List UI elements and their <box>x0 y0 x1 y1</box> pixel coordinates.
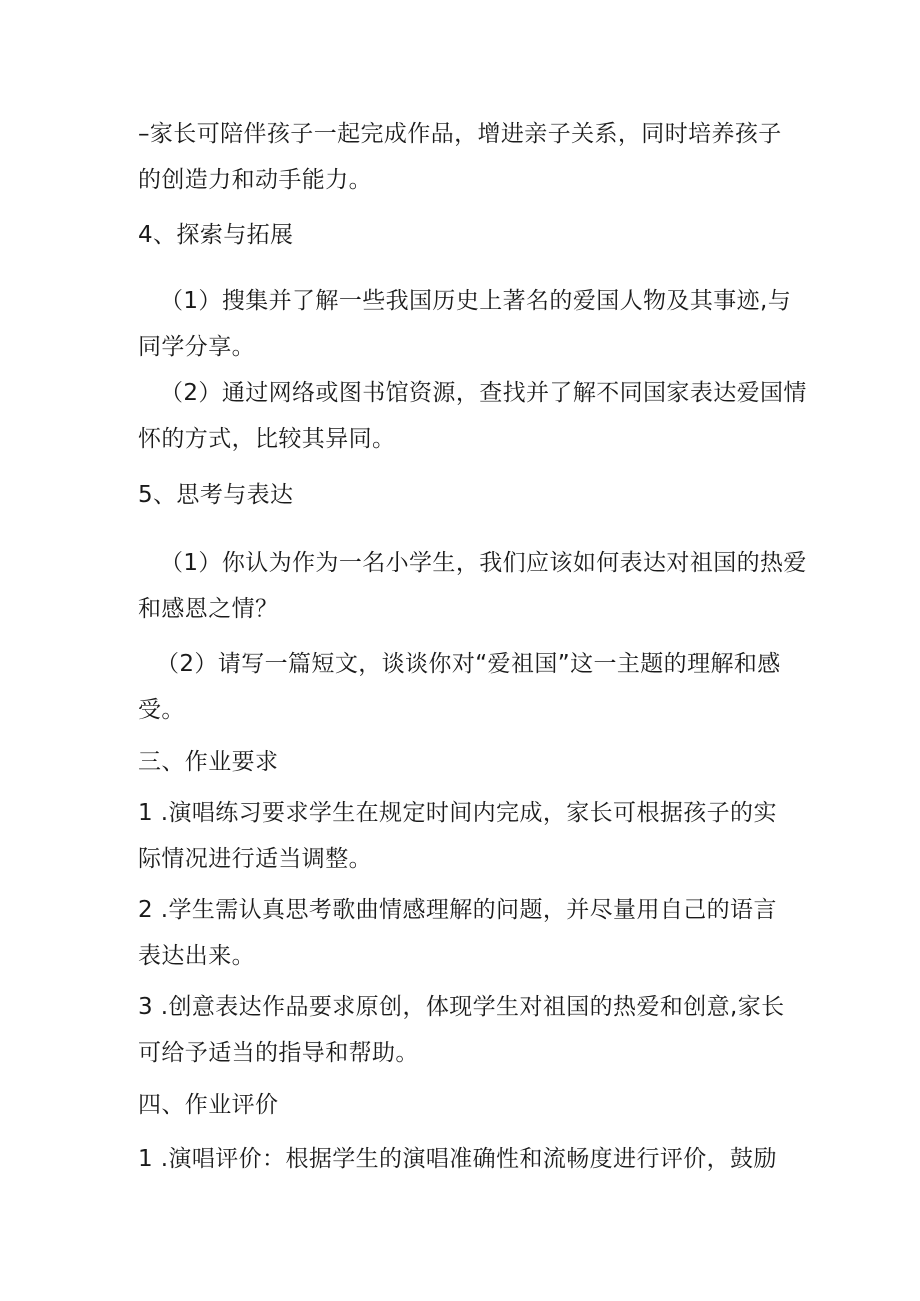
paragraph-line: 同学分享。 <box>138 334 255 360</box>
paragraph-line: 受。 <box>138 697 185 723</box>
section-heading: 5、思考与表达 <box>138 482 294 508</box>
section-heading: 三、作业要求 <box>138 749 279 775</box>
section-heading: 四、作业评价 <box>138 1092 279 1118</box>
paragraph-line: 际情况进行适当调整。 <box>138 846 372 872</box>
section-heading: 4、探索与拓展 <box>138 222 294 248</box>
paragraph-line: 3 .创意表达作品要求原创，体现学生对祖国的热爱和创意,家长 <box>138 994 785 1020</box>
paragraph-line: –家长可陪伴孩子一起完成作品，增进亲子关系，同时培养孩子 <box>138 121 782 147</box>
paragraph-line: 的创造力和动手能力。 <box>138 167 372 193</box>
paragraph-line: 和感恩之情？ <box>138 596 279 622</box>
paragraph-line: 怀的方式，比较其异同。 <box>138 426 396 452</box>
paragraph-line: 可给予适当的指导和帮助。 <box>138 1040 419 1066</box>
paragraph-line: 2 .学生需认真思考歌曲情感理解的问题，并尽量用自己的语言 <box>138 897 777 923</box>
paragraph-line: 表达出来。 <box>138 943 255 969</box>
paragraph-line: （2）请写一篇短文，谈谈你对“爱祖国”这一主题的理解和感 <box>156 651 781 677</box>
paragraph-line: （1）搜集并了解一些我国历史上著名的爱国人物及其事迹,与 <box>160 288 792 314</box>
paragraph-line: （1）你认为作为一名小学生，我们应该如何表达对祖国的热爱 <box>160 550 807 576</box>
paragraph-line: 1 .演唱评价：根据学生的演唱准确性和流畅度进行评价，鼓励 <box>138 1146 777 1172</box>
paragraph-line: 1 .演唱练习要求学生在规定时间内完成，家长可根据孩子的实 <box>138 800 777 826</box>
paragraph-line: （2）通过网络或图书馆资源，查找并了解不同国家表达爱国情 <box>160 380 807 406</box>
